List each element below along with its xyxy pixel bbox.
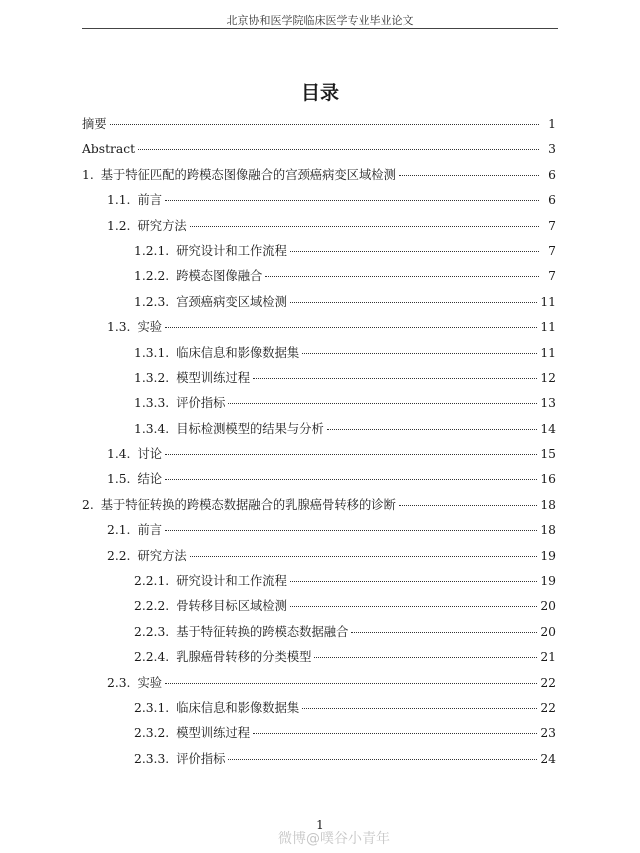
toc-entry[interactable] (82, 188, 556, 213)
dot-leader (290, 251, 539, 252)
dot-leader (302, 353, 537, 354)
toc-entry-number: 2.1. (107, 523, 131, 538)
dot-leader (190, 226, 539, 227)
toc-entry-page: 11 (540, 345, 556, 360)
toc-entry[interactable] (82, 594, 556, 619)
dot-leader (165, 479, 537, 480)
toc-entry-number: 1.3.2. (134, 370, 170, 385)
toc-entry-number: 2.3.2. (134, 726, 170, 741)
header-rule (82, 28, 558, 29)
toc-entry[interactable] (82, 264, 556, 289)
toc-entry-label: 研究方法 (137, 218, 187, 233)
toc-entry-number: 1.5. (107, 472, 131, 487)
toc-entry[interactable] (82, 747, 556, 772)
toc-entry[interactable] (82, 620, 556, 645)
toc-entry-page: 11 (540, 294, 556, 309)
running-header: 北京协和医学院临床医学专业毕业论文 (226, 14, 414, 27)
toc-entry[interactable] (82, 645, 556, 670)
toc-entry-page: 6 (548, 167, 556, 182)
dot-leader (228, 403, 537, 404)
dot-leader (302, 708, 537, 709)
toc-entry[interactable] (82, 112, 556, 137)
dot-leader (228, 759, 537, 760)
toc-entry[interactable] (82, 137, 556, 162)
toc-entry-page: 23 (540, 726, 556, 741)
toc-entry[interactable] (82, 569, 556, 594)
toc-entry-page: 22 (540, 675, 556, 690)
toc-entry-number: 1.3.1. (134, 345, 170, 360)
toc-entry-page: 20 (540, 599, 556, 614)
dot-leader (165, 200, 539, 201)
dot-leader (165, 327, 537, 328)
toc-entry-page: 7 (548, 218, 556, 233)
toc-entry-number: 2.3.3. (134, 751, 170, 766)
dot-leader (190, 556, 538, 557)
toc-entry-number: 1.2. (107, 218, 131, 233)
toc-entry-page: 7 (548, 243, 556, 258)
toc-entry[interactable] (82, 366, 556, 391)
toc-entry-number: 1.2.3. (134, 294, 170, 309)
toc-entry-label: 研究方法 (137, 548, 187, 563)
toc-entry[interactable] (82, 239, 556, 264)
toc-entry[interactable] (82, 163, 556, 188)
toc-entry[interactable] (82, 214, 556, 239)
dot-leader (399, 175, 539, 176)
toc-entry-number: 1.2.1. (134, 243, 170, 258)
toc-entry[interactable] (82, 290, 556, 315)
toc-entry-page: 18 (540, 523, 556, 538)
toc-entry-number: 1. (82, 167, 94, 182)
toc-entry-number: 2.3. (107, 675, 131, 690)
toc-entry-label: 摘要 (82, 117, 107, 131)
toc-entry-number: 2.3.1. (134, 700, 170, 715)
dot-leader (253, 733, 537, 734)
toc-entry[interactable] (82, 341, 556, 366)
toc-entry-page: 6 (548, 193, 556, 208)
toc-entry-page: 19 (540, 574, 556, 589)
dot-leader (290, 606, 537, 607)
toc-entry-page: 16 (540, 472, 556, 487)
toc-entry-label: 评价指标 (176, 751, 226, 766)
toc-entry-label: 模型训练过程 (176, 370, 250, 385)
toc-entry-label: 实验 (137, 675, 163, 690)
toc-entry-label: 基于特征转换的跨模态数据融合的乳腺癌骨转移的诊断 (100, 497, 396, 512)
dot-leader (314, 657, 537, 658)
toc-entry[interactable] (82, 544, 556, 569)
toc-entry-label: 目标检测模型的结果与分析 (176, 421, 324, 436)
toc-entry-number: 1.1. (107, 193, 131, 208)
toc-entry-number: 1.3.3. (134, 396, 170, 411)
dot-leader (399, 505, 537, 506)
dot-leader (165, 530, 537, 531)
toc-entry-label: 模型训练过程 (176, 726, 250, 741)
toc-entry-label: 基于特征匹配的跨模态图像融合的宫颈癌病变区域检测 (100, 167, 396, 182)
toc-entry[interactable] (82, 721, 556, 746)
toc-entry-label: 基于特征转换的跨模态数据融合 (176, 624, 349, 639)
dot-leader (265, 276, 539, 277)
toc-entry-label: 前言 (137, 193, 163, 208)
toc-entry[interactable] (82, 467, 556, 492)
toc-entry-label: 临床信息和影像数据集 (176, 345, 300, 360)
toc-entry-page: 15 (540, 447, 556, 462)
dot-leader (165, 454, 537, 455)
toc-entry-number: 1.4. (107, 447, 131, 462)
toc-entry-page: 1 (548, 117, 556, 131)
toc-entry-number: 2.2.3. (134, 624, 170, 639)
toc-entry-label: 实验 (137, 320, 163, 335)
toc-entry-label: 结论 (137, 472, 163, 487)
toc-entry-number: 2.2.1. (134, 574, 170, 589)
dot-leader (351, 632, 537, 633)
toc-entry-label: Abstract (82, 142, 136, 157)
toc-entry[interactable] (82, 417, 556, 442)
toc-entry-label: 骨转移目标区域检测 (176, 599, 287, 614)
dot-leader (138, 149, 539, 150)
toc-entry-number: 2.2.4. (134, 650, 170, 665)
toc-entry[interactable] (82, 391, 556, 416)
dot-leader (253, 378, 537, 379)
toc-entry-number: 2.2. (107, 548, 131, 563)
toc-entry-label: 前言 (137, 523, 163, 538)
toc-entry-page: 14 (540, 421, 556, 436)
toc-entry-page: 22 (540, 700, 556, 715)
toc-entry-number: 1.2.2. (134, 269, 170, 284)
dot-leader (290, 581, 537, 582)
toc-entry[interactable] (82, 671, 556, 696)
toc-entry-page: 18 (540, 497, 556, 512)
toc-entry-page: 20 (540, 624, 556, 639)
toc-entry[interactable] (82, 518, 556, 543)
toc-entry-page: 3 (548, 142, 556, 157)
toc-entry-number: 1.3. (107, 320, 131, 335)
toc-entry-label: 讨论 (137, 447, 163, 462)
toc-entry[interactable] (82, 315, 556, 340)
toc-entry-number: 2.2.2. (134, 599, 170, 614)
toc-entry-label: 研究设计和工作流程 (176, 243, 287, 258)
toc-entry-label: 跨模态图像融合 (176, 269, 263, 284)
dot-leader (165, 683, 537, 684)
toc-entry-number: 2. (82, 497, 94, 512)
toc-entry[interactable] (82, 493, 556, 518)
dot-leader (110, 124, 539, 125)
toc-entry-page: 13 (540, 396, 556, 411)
toc-entry-page: 11 (540, 320, 556, 335)
toc-entry-page: 24 (540, 751, 556, 766)
toc-entry[interactable] (82, 696, 556, 721)
toc-entry-label: 研究设计和工作流程 (176, 574, 287, 589)
toc-entry[interactable] (82, 442, 556, 467)
toc-entry-page: 12 (540, 370, 556, 385)
toc-title: 目录 (300, 82, 339, 104)
watermark: 微博@噗谷小青年 (278, 831, 390, 847)
toc-entry-number: 1.3.4. (134, 421, 170, 436)
toc-entry-page: 19 (540, 548, 556, 563)
table-of-contents (82, 112, 556, 772)
toc-entry-label: 乳腺癌骨转移的分类模型 (176, 650, 312, 665)
dot-leader (290, 302, 537, 303)
dot-leader (327, 429, 538, 430)
toc-entry-label: 评价指标 (176, 396, 226, 411)
toc-entry-page: 7 (548, 269, 556, 284)
toc-entry-page: 21 (540, 650, 556, 665)
toc-entry-label: 临床信息和影像数据集 (176, 700, 300, 715)
toc-entry-label: 宫颈癌病变区域检测 (176, 294, 287, 309)
page-number: 1 (316, 818, 324, 832)
